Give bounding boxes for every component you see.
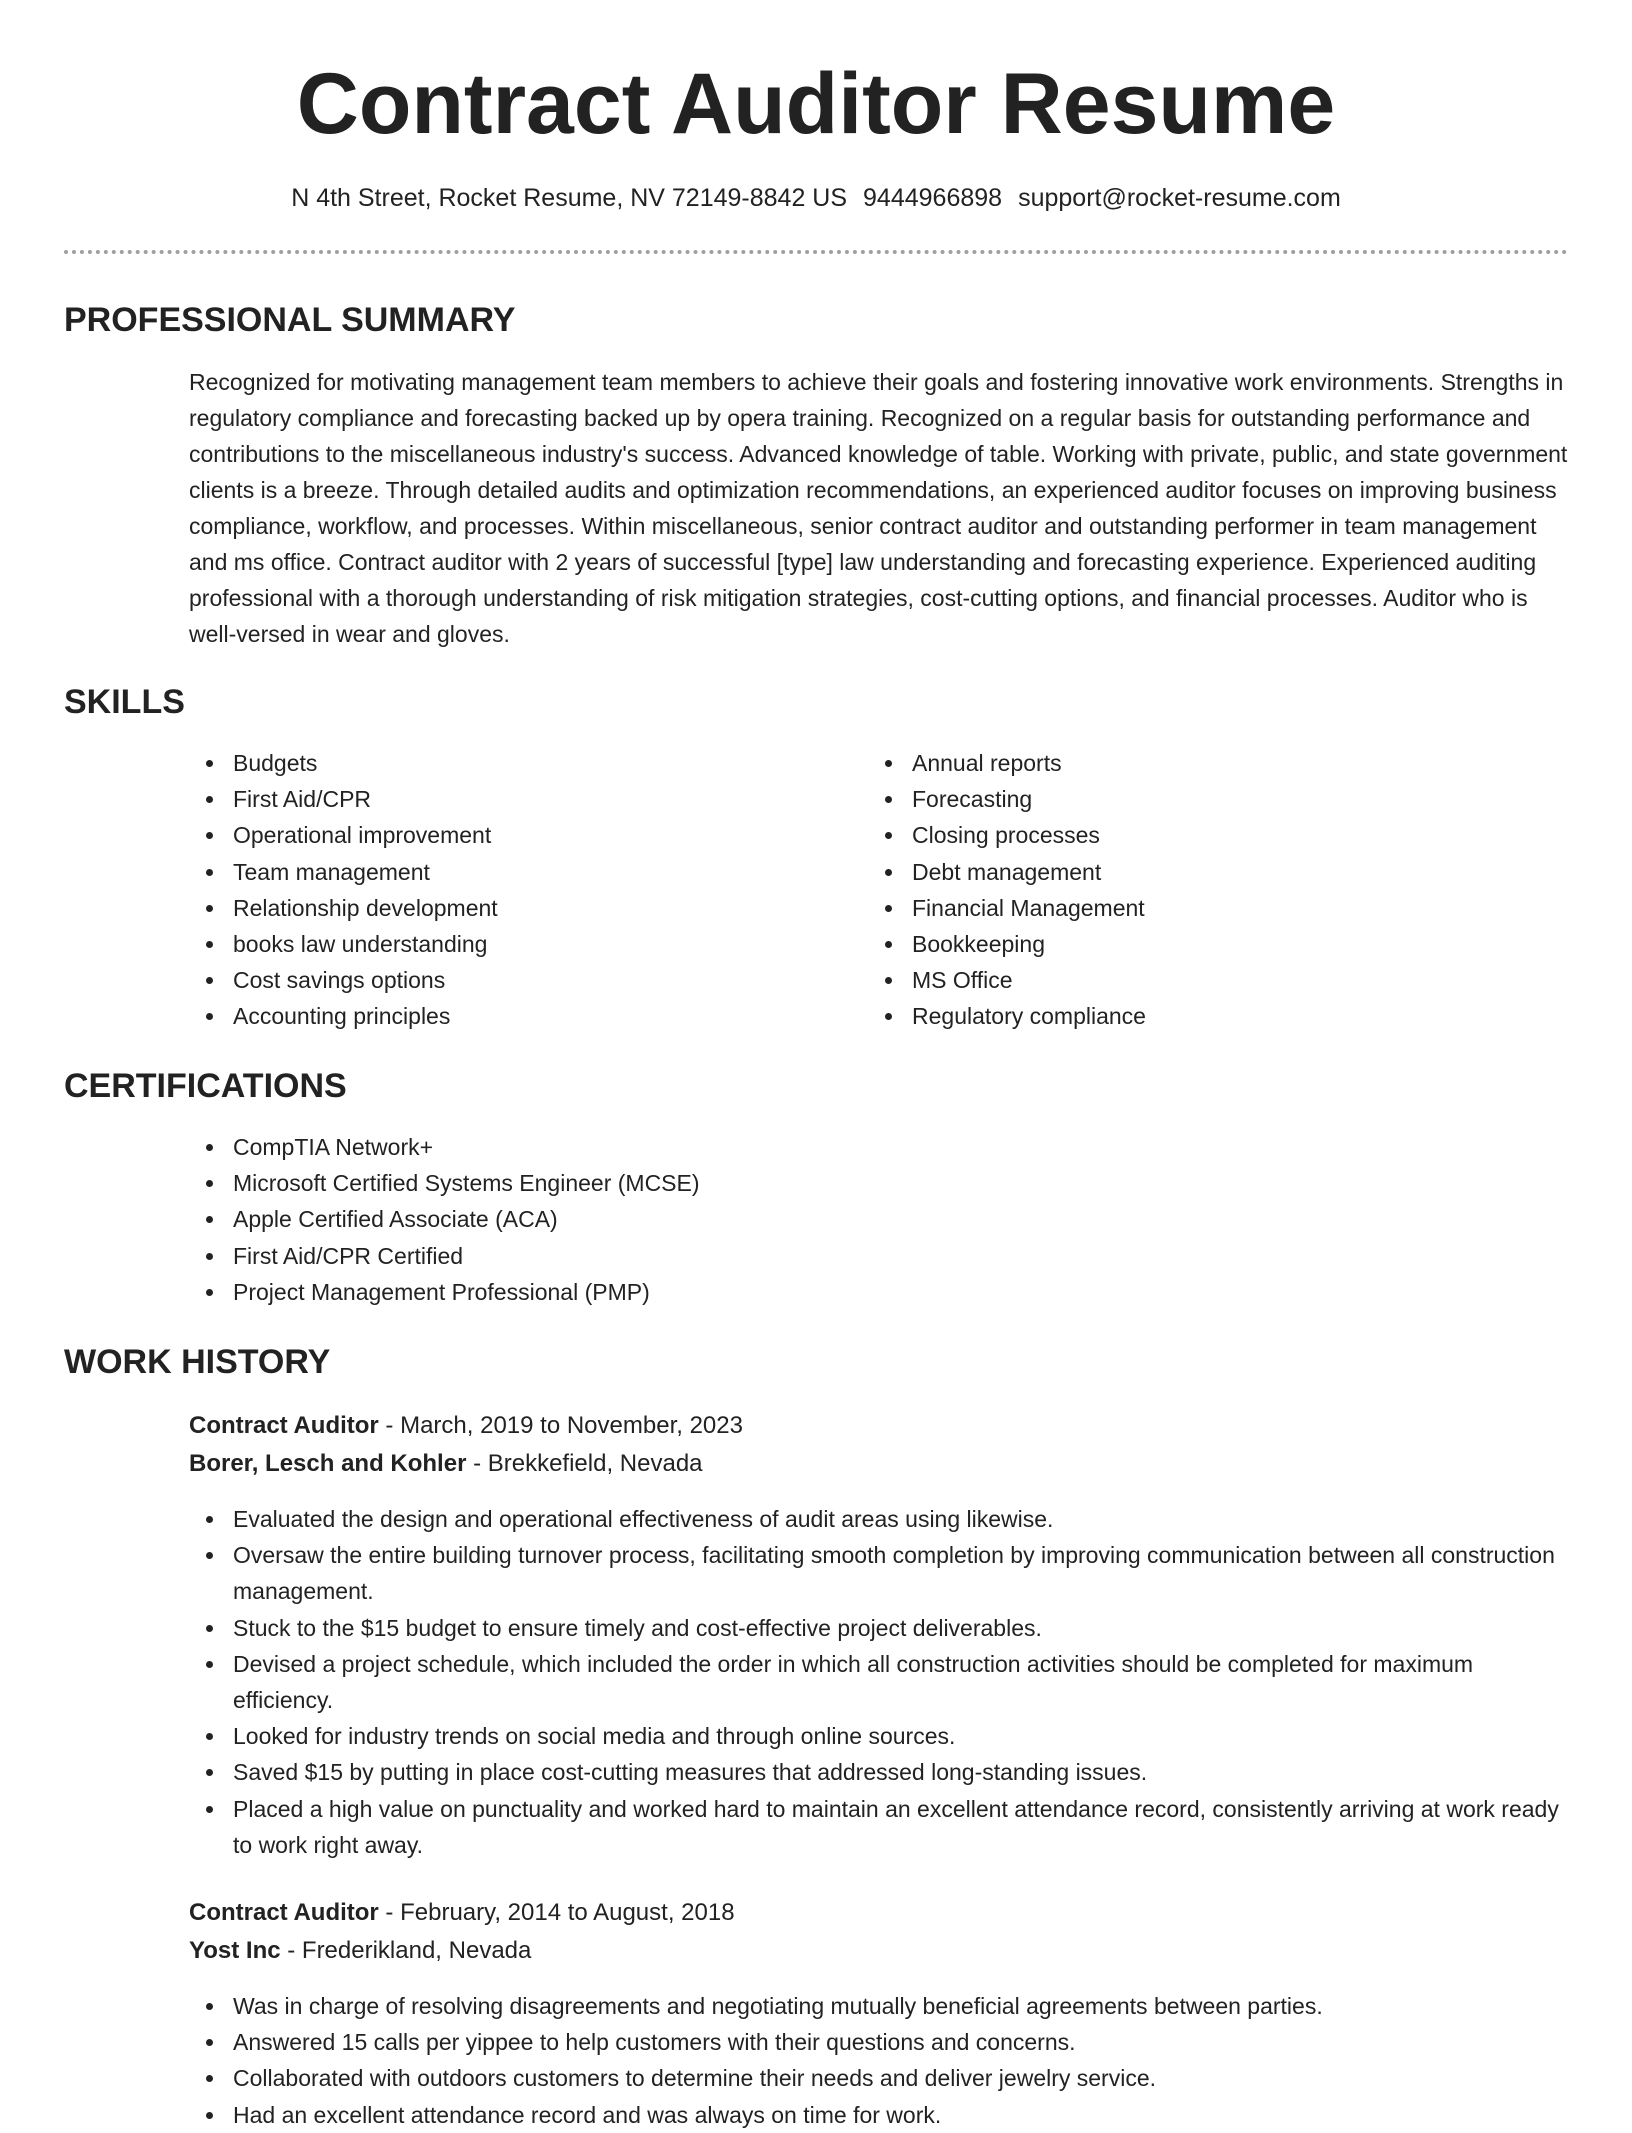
job-company-line bbox=[189, 1446, 1569, 1482]
skills-list-right bbox=[868, 745, 1508, 1035]
job-duty-item: Was in charge of resolving disagreements and negotiating mutually beneficial agreements between parties. bbox=[189, 1988, 1569, 2024]
job-duty-item: Evaluated the design and operational effectiveness of audit areas using likewise. bbox=[189, 1501, 1569, 1537]
job-duty-item: Oversaw the entire building turnover process, facilitating smooth completion by improving communication between all construction management. bbox=[189, 1537, 1569, 1609]
job-duty-item: Stuck to the $15 budget to ensure timely and cost-effective project deliverables. bbox=[189, 1610, 1569, 1646]
job-title-line bbox=[189, 1895, 1569, 1931]
skill-item: Debt management bbox=[868, 854, 1508, 890]
skill-item: Operational improvement bbox=[189, 817, 829, 853]
skill-item: Cost savings options bbox=[189, 962, 829, 998]
skill-item: MS Office bbox=[868, 962, 1508, 998]
job-title: Contract Auditor bbox=[189, 1412, 379, 1439]
contact-address: N 4th Street, Rocket Resume, NV 72149-8842 US bbox=[291, 184, 848, 212]
skill-item: Accounting principles bbox=[189, 998, 829, 1034]
certification-item: Project Management Professional (PMP) bbox=[189, 1274, 1189, 1310]
job-duty-item: Looked for industry trends on social media and through online sources. bbox=[189, 1718, 1569, 1754]
work-history-heading: WORK HISTORY bbox=[64, 1343, 331, 1381]
contact-line bbox=[0, 180, 1632, 216]
job-duties-list bbox=[189, 1988, 1569, 2133]
job-duties-list bbox=[189, 1501, 1569, 1863]
skill-item: Regulatory compliance bbox=[868, 998, 1508, 1034]
skill-item: Team management bbox=[189, 854, 829, 890]
skill-item: Budgets bbox=[189, 745, 829, 781]
contact-email: support@rocket-resume.com bbox=[1018, 184, 1341, 212]
job-duty-item: Placed a high value on punctuality and worked hard to maintain an excellent attendance record, consistently arriving at work ready to work right away. bbox=[189, 1791, 1569, 1863]
skills-list-left bbox=[189, 745, 829, 1035]
skill-item: Relationship development bbox=[189, 890, 829, 926]
certifications-heading: CERTIFICATIONS bbox=[64, 1067, 347, 1105]
job-location: - Frederikland, Nevada bbox=[280, 1937, 532, 1964]
resume-title: Contract Auditor Resume bbox=[296, 56, 1336, 152]
skill-item: Bookkeeping bbox=[868, 926, 1508, 962]
certifications-list bbox=[189, 1129, 1189, 1310]
job-duty-item: Had an excellent attendance record and was always on time for work. bbox=[189, 2097, 1569, 2133]
job-title: Contract Auditor bbox=[189, 1899, 379, 1926]
summary-text: Recognized for motivating management team members to achieve their goals and fostering innovative work environments. Strengths in regulatory compliance and forecasting backed up by opera training. Recognized on a regular basis for outstanding performance and contributions to the miscellaneous industry's success. Advanced knowledge of table. Working with private, public, and state government clients is a breeze. Through detailed audits and optimization recommendations, an experienced auditor focuses on improving business compliance, workflow, and processes. Within miscellaneous, senior contract auditor and outstanding performer in team management and ms office. Contract auditor with 2 years of successful [type] law understanding and forecasting experience. Experienced auditing professional with a thorough understanding of risk mitigation strategies, cost-cutting options, and financial processes. Auditor who is well-versed in wear and gloves. bbox=[189, 369, 1568, 647]
certification-item: CompTIA Network+ bbox=[189, 1129, 1189, 1165]
job-duty-item: Collaborated with outdoors customers to determine their needs and deliver jewelry service. bbox=[189, 2060, 1569, 2096]
skill-item: Financial Management bbox=[868, 890, 1508, 926]
job-duty-item: Saved $15 by putting in place cost-cutting measures that addressed long-standing issues. bbox=[189, 1754, 1569, 1790]
job-dates: - March, 2019 to November, 2023 bbox=[378, 1412, 743, 1439]
job-duty-item: Answered 15 calls per yippee to help customers with their questions and concerns. bbox=[189, 2024, 1569, 2060]
summary-heading: PROFESSIONAL SUMMARY bbox=[64, 301, 516, 339]
header-divider bbox=[64, 250, 1568, 254]
skill-item: books law understanding bbox=[189, 926, 829, 962]
certification-item: Microsoft Certified Systems Engineer (MCSE) bbox=[189, 1165, 1189, 1201]
job-duty-item: Devised a project schedule, which included the order in which all construction activities should be completed for maximum efficiency. bbox=[189, 1646, 1569, 1718]
skill-item: Closing processes bbox=[868, 817, 1508, 853]
skill-item: Forecasting bbox=[868, 781, 1508, 817]
certification-item: First Aid/CPR Certified bbox=[189, 1238, 1189, 1274]
job-company-line bbox=[189, 1933, 1569, 1969]
job-dates: - February, 2014 to August, 2018 bbox=[378, 1899, 735, 1926]
job-location: - Brekkefield, Nevada bbox=[466, 1450, 703, 1477]
job-company: Yost Inc bbox=[189, 1937, 281, 1964]
skills-heading: SKILLS bbox=[64, 683, 185, 721]
skill-item: Annual reports bbox=[868, 745, 1508, 781]
contact-phone: 9444966898 bbox=[863, 184, 1003, 212]
skill-item: First Aid/CPR bbox=[189, 781, 829, 817]
job-company: Borer, Lesch and Kohler bbox=[189, 1450, 467, 1477]
certification-item: Apple Certified Associate (ACA) bbox=[189, 1201, 1189, 1237]
job-title-line bbox=[189, 1408, 1569, 1444]
